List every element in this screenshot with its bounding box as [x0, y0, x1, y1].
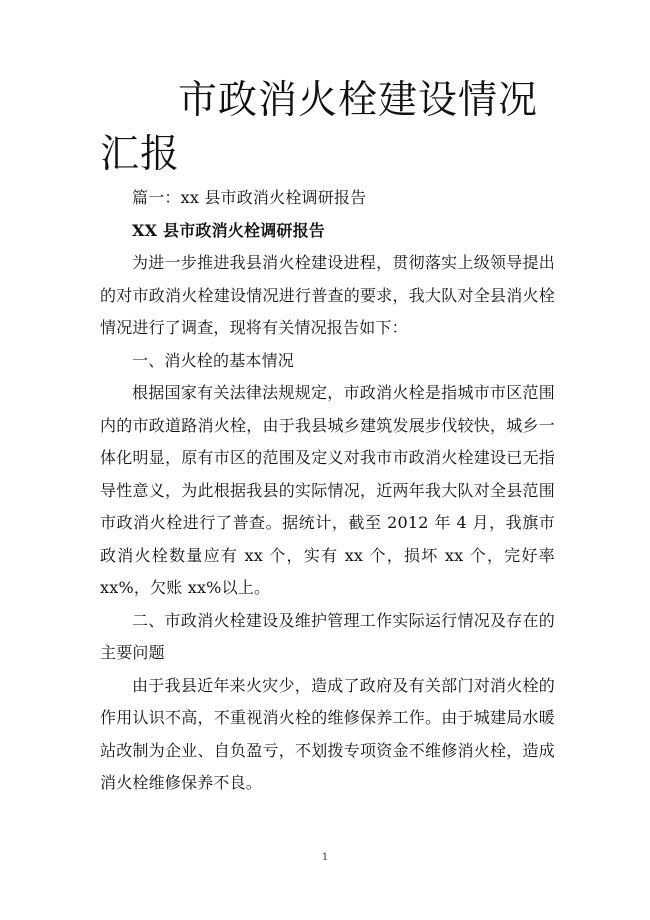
- page-number: 1: [321, 852, 329, 863]
- section-2-paragraph: 由于我县近年来火灾少，造成了政府及有关部门对消火栓的作用认识不高，不重视消火栓的维修保养工作。由于城建局水暖站改制为企业、自负盈亏，不划拨专项资金不维修消火栓，造成消火栓维修保养不良。: [100, 675, 555, 792]
- document-title: 市政消火栓建设情况汇报: [100, 78, 539, 177]
- document-body: [100, 182, 555, 800]
- intro-paragraph: 为进一步推进我县消火栓建设进程，贯彻落实上级领导提出的对市政消火栓建设情况进行普查的要求，我大队对全县消火栓情况进行了调查，现将有关情况报告如下：: [100, 253, 555, 337]
- section-heading-2: 二、市政消火栓建设及维护管理工作实际运行情况及存在的主要问题: [100, 610, 555, 662]
- section-heading-1: 一、消火栓的基本情况: [132, 350, 295, 370]
- section-1-paragraph: 根据国家有关法律法规规定，市政消火栓是指城市市区范围内的市政道路消火栓，由于我县城乡建筑发展步伐较快，城乡一体化明显，原有市区的范围及定义对我市市政消火栓建设已无指导性意义，为此根据我县的实际情况，近两年我大队对全县范围市政消火栓进行了普查。据统计，截至 2012 年 4 月，我旗市政消火栓数量应有 xx 个，实有 xx 个，损坏 xx 个，完好率 xx%，欠账 xx%以上。: [100, 383, 555, 597]
- report-title: XX 县市政消火栓调研报告: [132, 220, 325, 240]
- chapter-label: 篇一：xx 县市政消火栓调研报告: [132, 188, 367, 207]
